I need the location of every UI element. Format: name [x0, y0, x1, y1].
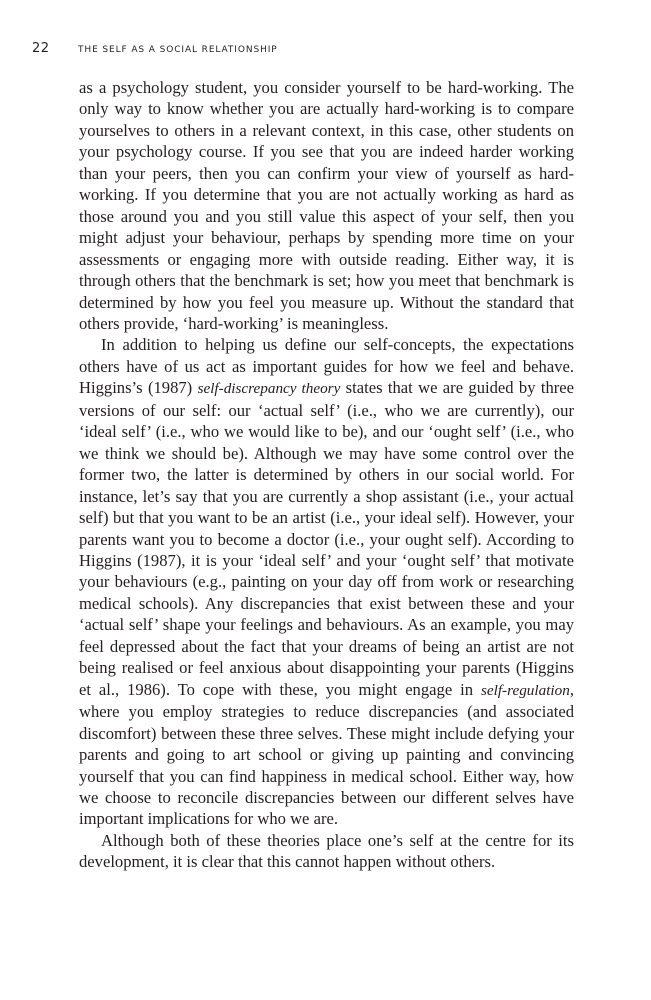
paragraph-2-text-2: states that we are guided by three versions of our self: our ‘actual self’ (i.e., who we are currently), our ‘ideal self’ (i.e., who we would like to be), and our ‘ought self’ (i.e., who we think we should be). Although we may have some control over the former two, the latter is determined by others in our social world. For instance, let’s say that you are currently a shop assistant (i.e., your actual self) but that you want to be an artist (i.e., your ideal self). However, your parents want you to become a doctor (i.e., your ought self). According to Higgins (1987), it is your ‘ideal self’ and your ‘ought self’ that motivate your behaviours (e.g., painting on your day off from work or researching medical schools). Any discrepancies that exist between these and your ‘actual self’ shape your feelings and behaviours. As an example, you may feel depressed about the fact that your dreams of being an artist are not being realised or feel anxious about disappointing your parents (Higgins et al., 1986). To cope with these, you might engage in	[79, 378, 575, 699]
page-number: 22	[32, 41, 50, 56]
paragraph-2-text-3: , where you employ strategies to reduce discrepancies (and associated discomfort) between these three selves. These might include defying your parents and going to art school or giving up painting and convincing yourself that you can find happiness in medical school. Either way, how we choose to reconcile discrepancies between our different selves have important implications for who we are.	[79, 679, 574, 829]
term-self-discrepancy-theory: self-discrepancy theory	[197, 380, 341, 398]
paragraph-2	[79, 334, 574, 829]
body-text	[79, 77, 574, 873]
paragraph-2-text-1: In addition to helping us define our self-concepts, the expectations others have of us act as important guides for how we feel and behave. Higgins’s (1987)	[79, 335, 574, 398]
page-header	[32, 41, 278, 56]
term-self-regulation: self-regulation	[480, 681, 570, 699]
running-head: THE SELF AS A SOCIAL RELATIONSHIP	[78, 45, 278, 55]
paragraph-3: Although both of these theories place one’s self at the centre for its development, it is clear that this cannot happen without others.	[79, 830, 574, 872]
paragraph-1: as a psychology student, you consider yourself to be hard-working. The only way to know whether you are actually hard-working is to compare yourselves to others in a relevant context, in this case, other students on your psychology course. If you see that you are indeed harder working than your peers, then you can confirm your view of yourself as hard-working. If you determine that you are not actually working as hard as those around you and you still value this aspect of your self, then you might adjust your behaviour, perhaps by spending more time on your assessments or engaging more with outside reading. Either way, it is through others that the benchmark is set; how you meet that benchmark is determined by how you feel you measure up. Without the standard that others provide, ‘hard-working’ is meaningless.	[79, 78, 574, 333]
